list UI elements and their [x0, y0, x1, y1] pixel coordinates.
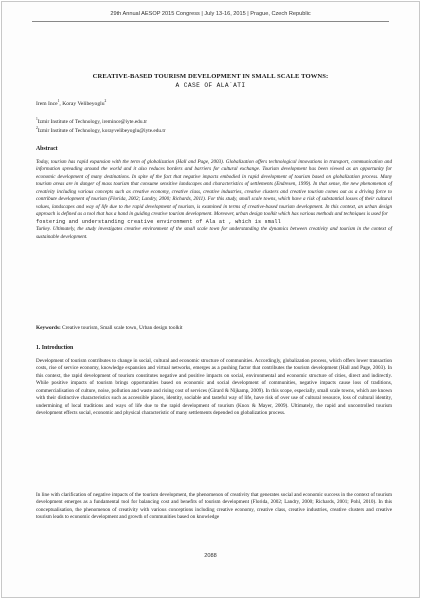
author-line	[36, 101, 106, 107]
affiliation-2	[36, 128, 166, 134]
author-name: Irem Ince	[36, 101, 58, 107]
author-superscript: 1	[57, 99, 60, 104]
conference-header: 29th Annual AESOP 2015 Congress | July 13-16, 2015 | Prague, Czech Republic	[110, 11, 311, 17]
keywords-text: Creative tourism, Small scale town, Urban design toolkit	[60, 325, 183, 331]
abstract-body	[36, 159, 392, 241]
affiliation-superscript: 1	[36, 117, 38, 122]
affiliation-text: Izmir Institute of Technology, iremince@iyte.edu.tr	[37, 119, 148, 125]
section-heading-introduction: 1. Introduction	[36, 345, 74, 351]
abstract-mono-line: fostering and understanding creative environment of Ala at , which is small	[36, 218, 281, 225]
page-number: 2088	[204, 553, 217, 559]
keywords-label: Keywords:	[36, 325, 61, 331]
affiliation-1	[36, 119, 147, 125]
author-superscript: 2	[104, 99, 107, 104]
affiliation-text: Izmir Institute of Technology, korayvelibeyoglu@iyte.edu.tr	[37, 128, 166, 134]
abstract-text: Today, tourism has rapid expansion with the term of globalization (Hall and Page, 2003). Globalization offers technological innovations in transport, communication and information spreading around the world and it also reduces borders and barriers for cultural exchange. Tourism development has been viewed as an opportunity for economic development of many destinations. In spite of the fact that negative impacts embodied in rapid development of tourism based on globalization process. Many tourism areas are in danger of mass tourism that consume sensitive landscapes and characteristics of settlements (Endresen, 1999). In that sense, the new phenomenon of creativity including various concepts such as creative economy, creative class, creative industries, creative clusters and creative tourism comes out as a driving force to contribute development of tourism (Florida, 2002; Landry, 2000; Richards, 2011). For this study, small scale towns, which have a risk of substantial losses of their cultural values, landscapes and way of life due to the rapid development of tourism, is examined in terms of creative-based tourism development. In this context, an urban design approach is defined as a tool that has a hand in guiding creative tourism development. Moreover, urban design toolkit which has various methods and techniques is used for	[36, 159, 392, 218]
abstract-heading: Abstract	[36, 146, 58, 152]
author-separator: ,	[59, 101, 63, 107]
author-name: Koray Velibeyoglu	[62, 101, 105, 107]
paragraph: In line with clarification of negative impacts of the tourism development, the phenomenon of creativity that generates social and economic success in the context of tourism development emerges as a fundamental tool for balancing cost and benefits of tourism development (Florida, 2002; Landry, 2000; Richards, 2001; Pohl, 2010). In this conceptualisation, the phenomenon of creativity with various conceptions including creative economy, creative class, creative industries, creative clusters and creative tourism leads to economic development and growth of communities based on knowledge	[36, 492, 392, 521]
paper-subtitle: A CASE OF ALA`ATI	[175, 82, 246, 89]
paragraph: Development of tourism contributes to change in social, cultural and economic structure of communities. Accordingly, globalization process, which offers lower transaction costs, rise of service economy, knowledge expansion and virtual networks, emerges as a pushing factor that contributes the tourism development (Hall and Page, 2003). In this context, the rapid development of tourism constitutes negative and positive impacts on social, environmental and economic structure of cities, direct and indirectly. While positive impacts of tourism brings opportunities based on economic and social development of communities, negative impacts cause loss of traditions, commercialisation of culture, noise, pollution and waste and rising cost of services (Girard & Nijkamp, 2009). In this scope, especially, small scale towns, which are known with their distinctive characteristics such as accessible places, identity, sociable and tasteful way of life, have risk of over use of cultural resource, loss of cultural identity, undermining of local traditions and ways of life due to the rapid development of tourism (Knox & Mayer, 2009). Ultimately, the rapid and uncontrolled tourism development effects social, economic and physical characteristic of many settlements depended on globalization process.	[36, 358, 392, 417]
paper-page	[1, 1, 420, 598]
abstract-text: Turkey. Ultimately, the study investigates creative environment of the small scale town for understanding the dynamics between creativity and tourism in the context of sustainable development.	[36, 226, 392, 240]
affiliation-superscript: 2	[36, 126, 38, 131]
header-divider	[32, 21, 389, 22]
paper-title: CREATIVE-BASED TOURISM DEVELOPMENT IN SMALL SCALE TOWNS:	[92, 73, 329, 80]
keywords-line	[36, 325, 183, 331]
